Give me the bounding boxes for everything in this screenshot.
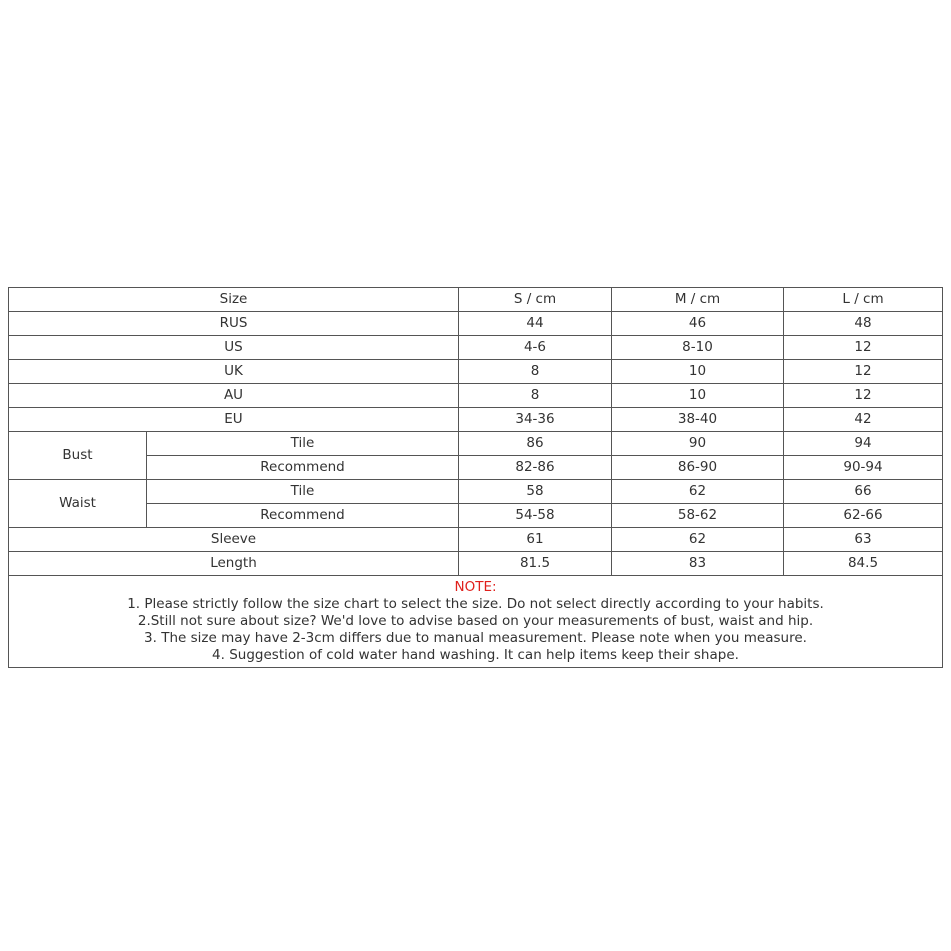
cell: 48 [784,312,943,336]
note-cell [9,576,943,668]
cell: 66 [784,480,943,504]
row-label: UK [9,360,459,384]
cell: 84.5 [784,552,943,576]
cell: 62 [612,528,784,552]
header-row [9,288,943,312]
row-label: Tile [147,432,459,456]
header-size: Size [9,288,459,312]
table-row [9,384,943,408]
cell: 8 [459,384,612,408]
cell: 86 [459,432,612,456]
table-row [9,528,943,552]
note-line: 1. Please strictly follow the size chart to select the size. Do not select directly according to your habits. [127,596,824,612]
cell: 58 [459,480,612,504]
cell: 90-94 [784,456,943,480]
cell: 12 [784,360,943,384]
row-label: Sleeve [9,528,459,552]
row-label: US [9,336,459,360]
header-col-s: S / cm [459,288,612,312]
cell: 58-62 [612,504,784,528]
cell: 94 [784,432,943,456]
cell: 10 [612,384,784,408]
table-row [9,360,943,384]
size-chart-table [8,287,943,668]
row-label: Length [9,552,459,576]
table-row [9,504,943,528]
cell: 4-6 [459,336,612,360]
row-label: EU [9,408,459,432]
note-title: NOTE: [454,579,497,595]
header-col-m: M / cm [612,288,784,312]
cell: 12 [784,384,943,408]
row-label: AU [9,384,459,408]
cell: 63 [784,528,943,552]
cell: 83 [612,552,784,576]
table-row [9,432,943,456]
group-label: Waist [9,480,147,528]
cell: 54-58 [459,504,612,528]
table-row [9,336,943,360]
cell: 81.5 [459,552,612,576]
cell: 44 [459,312,612,336]
note-row [9,576,943,668]
row-label: Recommend [147,504,459,528]
table-row [9,456,943,480]
cell: 62 [612,480,784,504]
note-line: 2.Still not sure about size? We'd love to advise based on your measurements of bust, waist and hip. [137,613,814,629]
cell: 12 [784,336,943,360]
cell: 8 [459,360,612,384]
cell: 38-40 [612,408,784,432]
row-label: Tile [147,480,459,504]
cell: 42 [784,408,943,432]
cell: 86-90 [612,456,784,480]
cell: 10 [612,360,784,384]
table-row [9,552,943,576]
cell: 62-66 [784,504,943,528]
note-line: 4. Suggestion of cold water hand washing. It can help items keep their shape. [212,647,739,663]
group-label: Bust [9,432,147,480]
cell: 90 [612,432,784,456]
cell: 82-86 [459,456,612,480]
table-row [9,408,943,432]
cell: 8-10 [612,336,784,360]
table-row [9,480,943,504]
row-label: Recommend [147,456,459,480]
row-label: RUS [9,312,459,336]
cell: 34-36 [459,408,612,432]
table-row [9,312,943,336]
header-col-l: L / cm [784,288,943,312]
cell: 61 [459,528,612,552]
note-line: 3. The size may have 2-3cm differs due to manual measurement. Please note when you measure. [144,630,807,646]
cell: 46 [612,312,784,336]
